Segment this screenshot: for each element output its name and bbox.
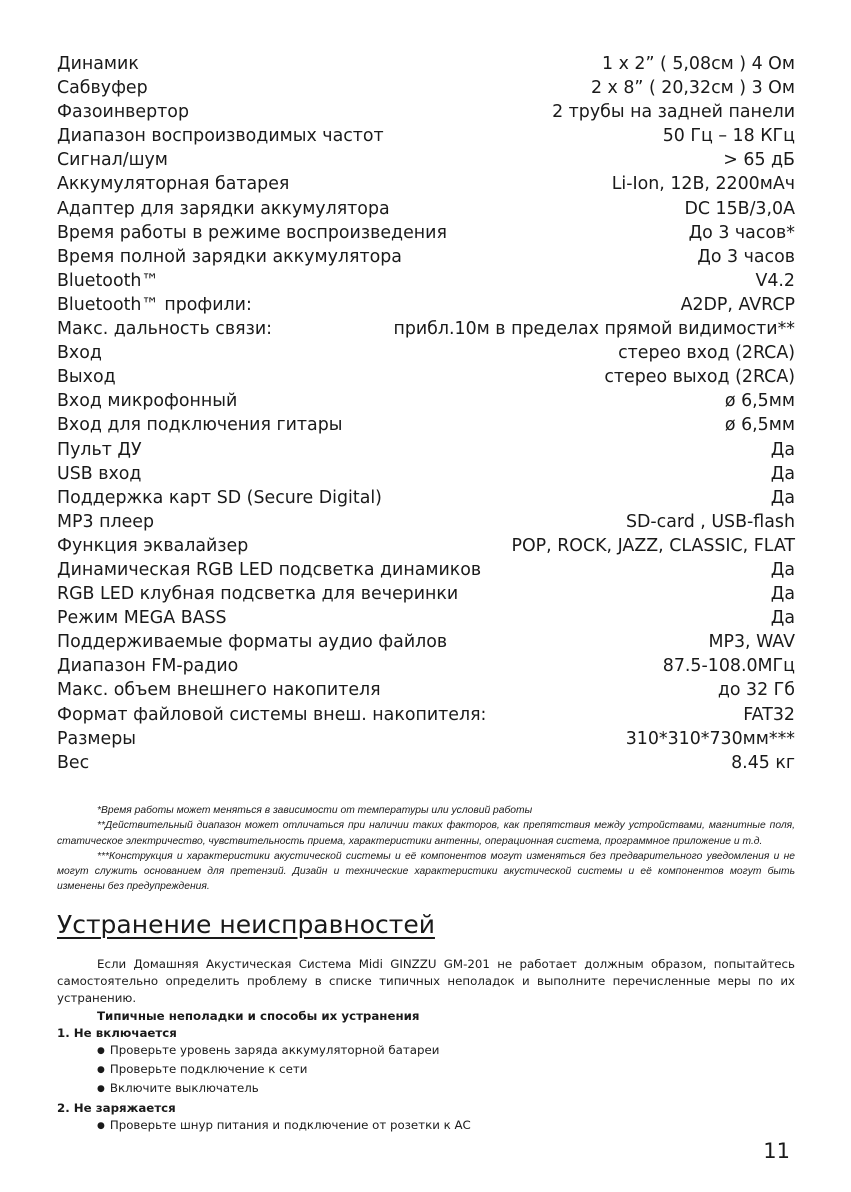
- spec-label: Макс. дальность связи:: [57, 319, 272, 340]
- spec-value: стерео выход (2RCA): [604, 367, 795, 388]
- spec-label: Динамик: [57, 54, 139, 74]
- spec-row: [57, 582, 795, 606]
- spec-value: DC 15В/3,0А: [684, 198, 795, 219]
- spec-value: Да: [770, 439, 795, 460]
- spec-row: [57, 703, 795, 727]
- issue-step: ● Проверьте уровень заряда аккумуляторной батареи: [97, 1042, 795, 1061]
- spec-row: [57, 389, 795, 413]
- spec-label: Вход: [57, 343, 102, 364]
- spec-value: 8.45 кг: [731, 752, 795, 773]
- spec-value: V4.2: [755, 270, 795, 291]
- spec-label: Функция эквалайзер: [57, 535, 249, 556]
- spec-label: Сигнал/шум: [57, 150, 168, 171]
- spec-row: [57, 606, 795, 630]
- spec-label: Адаптер для зарядки аккумулятора: [57, 198, 390, 219]
- troubleshooting-section: [57, 956, 795, 1136]
- footnote-operating-time: *Время работы может меняться в зависимости от температуры или условий работы: [97, 805, 533, 816]
- spec-value: A2DP, AVRCP: [680, 294, 795, 315]
- spec-value: 1 x 2” ( 5,08см ) 4 Ом: [602, 54, 795, 74]
- spec-row: [57, 534, 795, 558]
- spec-row: [57, 197, 795, 221]
- spec-row: [57, 269, 795, 293]
- issue-step: ● Проверьте подключение к сети: [97, 1061, 795, 1080]
- issue-title: 2. Не заряжается: [57, 1100, 176, 1115]
- spec-row: [57, 654, 795, 678]
- spec-row: [57, 317, 795, 341]
- spec-row: [57, 751, 795, 775]
- spec-label: Динамическая RGB LED подсветка динамиков: [57, 559, 482, 580]
- spec-value: 50 Гц – 18 КГц: [662, 126, 795, 147]
- spec-value: 87.5-108.0МГц: [662, 656, 795, 677]
- spec-row: [57, 124, 795, 148]
- spec-value: FAT32: [743, 704, 795, 725]
- issue-step: ● Включите выключатель: [97, 1080, 795, 1099]
- issue-steps-list: [57, 1117, 795, 1136]
- spec-row: [57, 486, 795, 510]
- issue-steps-list: [57, 1042, 795, 1100]
- spec-label: МР3 плеер: [57, 511, 155, 532]
- spec-label: Вход для подключения гитары: [57, 415, 343, 436]
- spec-row: [57, 293, 795, 317]
- spec-value: SD-card , USB-flash: [625, 511, 795, 532]
- footnote-range: **Действительный диапазон может отличаться при наличии таких факторов, как препятствия между устройствами, магнитные поля, статическое электричество, чувствительность приема, характеристики антенны, операционная система, программное приложение и т.д.: [57, 820, 795, 847]
- spec-label: Размеры: [57, 728, 136, 749]
- spec-row: [57, 438, 795, 462]
- spec-value: стерео вход (2RCA): [618, 343, 795, 364]
- spec-label: Пульт ДУ: [57, 439, 142, 460]
- footnotes: [57, 803, 795, 895]
- spec-row: [57, 510, 795, 534]
- spec-label: Bluetooth™: [57, 270, 159, 291]
- spec-label: RGB LED клубная подсветка для вечеринки: [57, 584, 459, 605]
- spec-row: [57, 148, 795, 172]
- spec-label: Поддерживаемые форматы аудио файлов: [57, 632, 448, 653]
- spec-value: MP3, WAV: [708, 632, 795, 653]
- footnote-design-changes: ***Конструкция и характеристики акустической системы и её компонентов могут изменяться без предварительного уведомления и не могут служить основанием для претензий. Дизайн и технические характеристики акустической системы и её компонентов могут быть изменены без предупреждения.: [57, 850, 795, 893]
- spec-value: POP, ROCK, JAZZ, CLASSIC, FLAT: [511, 535, 795, 556]
- spec-label: USB вход: [57, 463, 142, 484]
- spec-value: 2 x 8” ( 20,32см ) 3 Ом: [590, 78, 795, 99]
- spec-value: до 32 Гб: [717, 680, 795, 701]
- spec-value: Да: [770, 584, 795, 605]
- spec-value: До 3 часов*: [688, 222, 795, 243]
- spec-row: [57, 52, 795, 76]
- spec-label: Диапазон FM-радио: [57, 656, 239, 677]
- spec-value: Да: [770, 463, 795, 484]
- spec-value: Да: [770, 608, 795, 629]
- page-number: 11: [763, 1139, 790, 1163]
- spec-label: Аккумуляторная батарея: [57, 174, 290, 195]
- issue-title: 1. Не включается: [57, 1025, 177, 1040]
- spec-label: Вход микрофонный: [57, 391, 238, 412]
- spec-label: Поддержка карт SD (Secure Digital): [57, 487, 382, 508]
- spec-value: ø 6,5мм: [724, 415, 795, 436]
- spec-row: [57, 245, 795, 269]
- spec-row: [57, 462, 795, 486]
- spec-row: [57, 221, 795, 245]
- spec-value: ø 6,5мм: [724, 391, 795, 412]
- spec-label: Диапазон воспроизводимых частот: [57, 126, 384, 147]
- spec-label: Bluetooth™ профили:: [57, 294, 252, 315]
- spec-row: [57, 100, 795, 124]
- spec-label: Формат файловой системы внеш. накопителя:: [57, 704, 487, 725]
- spec-label: Время полной зарядки аккумулятора: [57, 246, 402, 267]
- spec-value: До 3 часов: [697, 246, 795, 267]
- spec-label: Макс. объем внешнего накопителя: [57, 680, 381, 701]
- spec-value: Да: [770, 559, 795, 580]
- spec-row: [57, 365, 795, 389]
- spec-row: [57, 678, 795, 702]
- spec-row: [57, 413, 795, 437]
- spec-label: Выход: [57, 367, 116, 388]
- spec-value: 2 трубы на задней панели: [552, 102, 795, 123]
- spec-label: Режим MEGA BASS: [57, 608, 227, 629]
- specifications-table: [57, 52, 795, 775]
- spec-label: Вес: [57, 752, 90, 773]
- spec-label: Фазоинвертор: [57, 102, 189, 123]
- spec-row: [57, 172, 795, 196]
- issue-step: ● Проверьте шнур питания и подключение от розетки к АС: [97, 1117, 795, 1136]
- troubleshooting-intro: Если Домашняя Акустическая Система Midi GINZZU GM-201 не работает должным образом, попытайтесь самостоятельно определить проблему в списке типичных неполадок и выполните перечисленные меры по их устранению.: [57, 957, 795, 1006]
- troubleshooting-subheading: Типичные неполадки и способы их устранения: [97, 1008, 420, 1023]
- spec-value: 310*310*730мм***: [625, 728, 795, 749]
- spec-value: Да: [770, 487, 795, 508]
- spec-row: [57, 727, 795, 751]
- spec-value: Li-Ion, 12В, 2200мАч: [611, 174, 795, 195]
- spec-row: [57, 341, 795, 365]
- section-title: Устранение неисправностей: [57, 910, 435, 939]
- spec-value: > 65 дБ: [723, 150, 795, 171]
- spec-row: [57, 76, 795, 100]
- spec-row: [57, 558, 795, 582]
- spec-row: [57, 630, 795, 654]
- spec-label: Время работы в режиме воспроизведения: [57, 222, 447, 243]
- spec-label: Сабвуфер: [57, 78, 148, 99]
- spec-value: прибл.10м в пределах прямой видимости**: [393, 319, 795, 340]
